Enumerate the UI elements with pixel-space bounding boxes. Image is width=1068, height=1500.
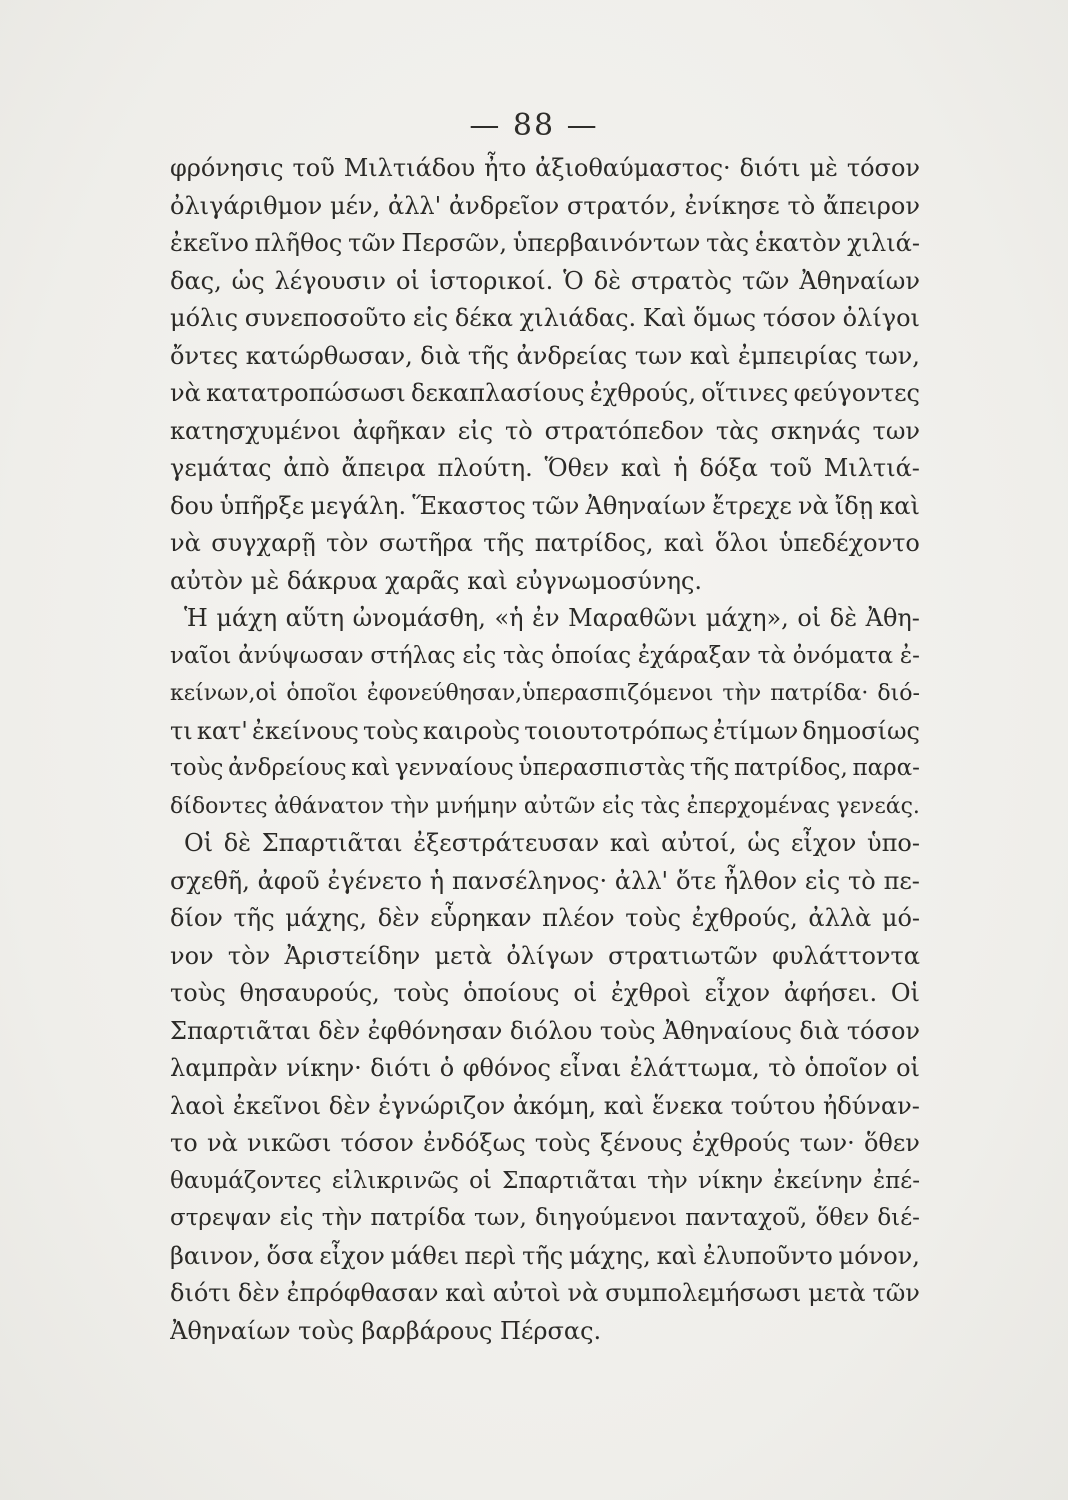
text-line: τοὺς θησαυρούς, τοὺς ὁποίους οἱ ἐχθροὶ εἶχον ἀφήσει. Οἱ [170, 979, 920, 1007]
text-line: νὰ συγχαρῇ τὸν σωτῆρα τῆς πατρίδος, καὶ ὅλοι ὑπεδέχοντο [170, 529, 920, 557]
text-line: κατησχυμένοι ἀφῆκαν εἰς τὸ στρατόπεδον τὰς σκηνάς των [170, 416, 920, 445]
text-line: σχεθῆ, ἀφοῦ ἐγένετο ἡ πανσέληνος· ἀλλ' ὅτε ἦλθον εἰς τὸ πε- [170, 866, 920, 895]
text-line: το νὰ νικῶσι τόσον ἐνδόξως τοὺς ξένους ἐχθρούς των· ὅθεν [170, 1129, 920, 1157]
text-line: λαοὶ ἐκεῖνοι δὲν ἐγνώριζον ἀκόμη, καὶ ἕνεκα τούτου ἠδύναν- [170, 1091, 920, 1120]
text-line: Ἡ μάχη αὕτη ὠνομάσθη, «ἡ ἐν Μαραθῶνι μάχη», οἱ δὲ Ἀθη- [184, 604, 920, 632]
text-line: αὐτὸν μὲ δάκρυα χαρᾶς καὶ εὐγνωμοσύνης. [170, 566, 703, 595]
text-line: ὀλιγάριθμον μέν, ἀλλ' ἀνδρεῖον στρατόν, ἐνίκησε τὸ ἄπειρον [170, 191, 920, 220]
text-line: τι κατ' ἐκείνους τοὺς καιροὺς τοιουτοτρόπως ἐτίμων δημοσίως [170, 716, 920, 745]
text-line: Σπαρτιᾶται δὲν ἐφθόνησαν διόλου τοὺς Ἀθηναίους διὰ τόσον [170, 1016, 920, 1045]
text-line: δας, ὡς λέγουσιν οἱ ἱστορικοί. Ὁ δὲ στρατὸς τῶν Ἀθηναίων [170, 266, 920, 295]
body-text [170, 150, 920, 1350]
text-line: κείνων,οἱ ὁποῖοι ἐφονεύθησαν,ὑπερασπιζόμενοι τὴν πατρίδα· διό- [170, 681, 920, 706]
text-line: νὰ κατατροπώσωσι δεκαπλασίους ἐχθρούς, οἵτινες φεύγοντες [170, 379, 920, 407]
text-line: Οἱ δὲ Σπαρτιᾶται ἐξεστράτευσαν καὶ αὐτοί, ὡς εἶχον ὑπο- [184, 829, 920, 857]
text-line: γεμάτας ἀπὸ ἄπειρα πλούτη. Ὅθεν καὶ ἡ δόξα τοῦ Μιλτιά- [170, 454, 920, 482]
text-line: μόλις συνεποσοῦτο εἰς δέκα χιλιάδας. Καὶ ὅμως τόσον ὀλίγοι [170, 304, 920, 332]
text-line: δίον τῆς μάχης, δὲν εὗρηκαν πλέον τοὺς ἐχθρούς, ἀλλὰ μό- [170, 904, 920, 932]
text-line: φρόνησις τοῦ Μιλτιάδου ἦτο ἀξιοθαύμαστος· διότι μὲ τόσον [170, 154, 920, 182]
text-line: δίδοντες ἀθάνατον τὴν μνήμην αὐτῶν εἰς τὰς ἐπερχομένας γενεάς. [170, 793, 920, 819]
text-line: λαμπρὰν νίκην· διότι ὁ φθόνος εἶναι ἐλάττωμα, τὸ ὁποῖον οἱ [170, 1054, 920, 1082]
text-line: βαινον, ὅσα εἶχον μάθει περὶ τῆς μάχης, καὶ ἐλυποῦντο μόνον, [170, 1241, 920, 1270]
text-line: δου ὑπῆρξε μεγάλη. Ἕκαστος τῶν Ἀθηναίων ἔτρεχε νὰ ἴδῃ καὶ [170, 491, 920, 520]
text-line: Ἀθηναίων τοὺς βαρβάρους Πέρσας. [170, 1316, 602, 1345]
text-line: τοὺς ἀνδρείους καὶ γενναίους ὑπερασπιστὰς τῆς πατρίδος, παρα- [170, 755, 920, 781]
text-line: ἐκεῖνο πλῆθος τῶν Περσῶν, ὑπερβαινόντων τὰς ἑκατὸν χιλιά- [170, 229, 920, 257]
page-number: — 88 — [469, 108, 599, 143]
text-line: ὄντες κατώρθωσαν, διὰ τῆς ἀνδρείας των καὶ ἐμπειρίας των, [170, 341, 920, 370]
text-line: θαυμάζοντες εἰλικρινῶς οἱ Σπαρτιᾶται τὴν νίκην ἐκείνην ἐπέ- [170, 1167, 920, 1194]
text-line: νον τὸν Ἀριστείδην μετὰ ὀλίγων στρατιωτῶν φυλάττοντα [170, 941, 920, 970]
text-line: διότι δὲν ἐπρόφθασαν καὶ αὐτοὶ νὰ συμπολεμήσωσι μετὰ τῶν [170, 1279, 920, 1307]
text-line: στρεψαν εἰς τὴν πατρίδα των, διηγούμενοι πανταχοῦ, ὅθεν διέ- [170, 1205, 920, 1231]
text-line: ναῖοι ἀνύψωσαν στήλας εἰς τὰς ὁποίας ἐχάραξαν τὰ ὀνόματα ἐ- [170, 642, 920, 669]
